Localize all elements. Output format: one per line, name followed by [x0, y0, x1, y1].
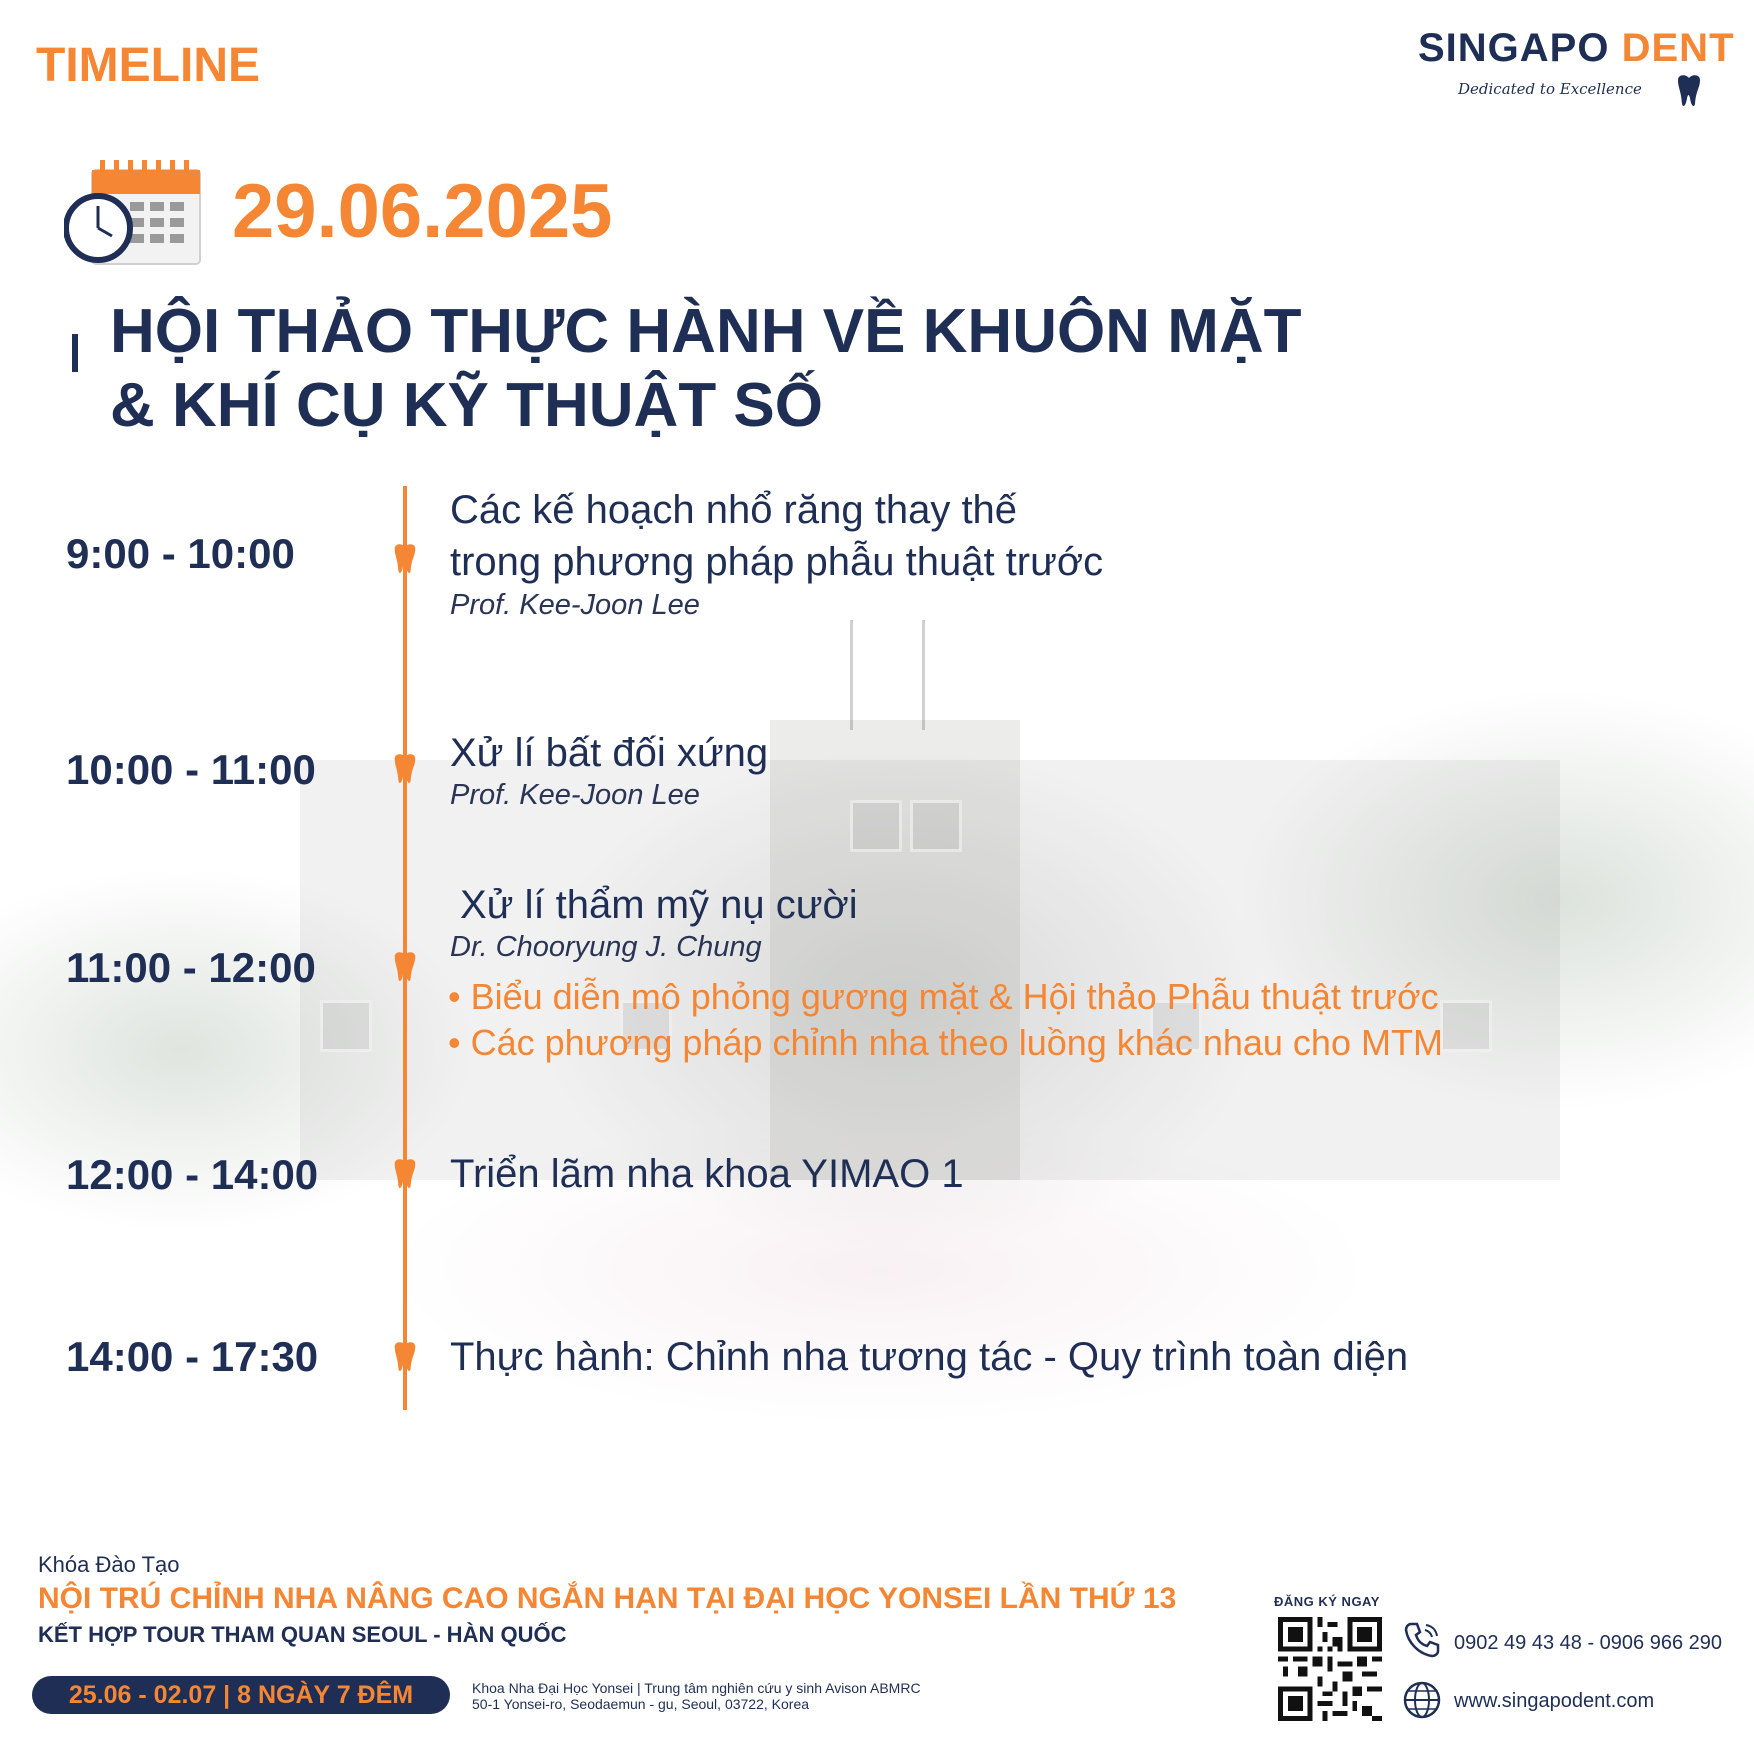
phone-icon — [1401, 1619, 1443, 1661]
tooth-icon — [1674, 74, 1704, 108]
window — [910, 800, 962, 852]
event-date: 29.06.2025 — [232, 169, 613, 254]
brand-logo — [1418, 22, 1735, 122]
schedule-title: Thực hành: Chỉnh nha tương tác - Quy trình toàn diện — [450, 1335, 1409, 1379]
phone-number[interactable]: 0902 49 43 48 - 0906 966 290 — [1454, 1632, 1723, 1654]
qr-code[interactable] — [1278, 1617, 1382, 1721]
tooth-icon — [391, 752, 419, 786]
tooth-icon — [391, 950, 419, 984]
event-title — [110, 295, 1302, 443]
course-subtitle: KẾT HỢP TOUR THAM QUAN SEOUL - HÀN QUỐC — [38, 1622, 567, 1647]
schedule-speaker: Prof. Kee-Joon Lee — [450, 779, 700, 811]
venue-address — [472, 1680, 921, 1712]
flagpole — [922, 620, 925, 730]
address-line: 50-1 Yonsei-ro, Seodaemun - gu, Seoul, 03722, Korea — [472, 1696, 810, 1712]
schedule-title-line: Các kế hoạch nhổ răng thay thế — [450, 488, 1018, 532]
timeline-line — [403, 486, 407, 1410]
schedule-time: 9:00 - 10:00 — [66, 530, 295, 577]
tooth-icon — [391, 542, 419, 576]
dates-badge-text: 25.06 - 02.07 | 8 NGÀY 7 ĐÊM — [68, 1681, 414, 1709]
event-title-line: HỘI THẢO THỰC HÀNH VỀ KHUÔN MẶT — [110, 297, 1302, 366]
schedule-time: 14:00 - 17:30 — [66, 1333, 319, 1380]
website-link[interactable]: www.singapodent.com — [1454, 1690, 1655, 1712]
flagpole — [850, 620, 853, 730]
schedule-speaker: Prof. Kee-Joon Lee — [450, 589, 700, 621]
register-label: ĐĂNG KÝ NGAY — [1274, 1594, 1380, 1609]
address-line: Khoa Nha Đại Học Yonsei | Trung tâm nghiên cứu y sinh Avison ABMRC — [472, 1680, 921, 1696]
tooth-icon — [391, 1340, 419, 1374]
schedule-time: 11:00 - 12:00 — [66, 944, 316, 991]
course-label: Khóa Đào Tạo — [38, 1552, 180, 1577]
dates-badge — [32, 1676, 450, 1714]
schedule-title: Xử lí thẩm mỹ nụ cười — [460, 883, 858, 927]
schedule-time: 12:00 - 14:00 — [66, 1151, 319, 1198]
calendar-clock-icon — [64, 160, 204, 270]
schedule-bullet: • Các phương pháp chỉnh nha theo luồng khác nhau cho MTM — [448, 1022, 1443, 1063]
schedule-title — [450, 484, 1103, 588]
schedule-time: 10:00 - 11:00 — [66, 746, 316, 793]
globe-icon — [1401, 1679, 1443, 1721]
tower-silhouette — [770, 720, 1020, 1180]
brand-name: SINGAPO DENT — [1418, 26, 1735, 70]
title-accent-bar — [72, 334, 78, 372]
brand-tagline: Dedicated to Excellence — [1458, 80, 1642, 98]
schedule-title-line: trong phương pháp phẫu thuật trước — [450, 540, 1104, 584]
schedule-title: Triển lãm nha khoa YIMAO 1 — [450, 1152, 964, 1196]
window — [1440, 1000, 1492, 1052]
event-title-line: & KHÍ CỤ KỸ THUẬT SỐ — [110, 371, 823, 440]
schedule-bullet: • Biểu diễn mô phỏng gương mặt & Hội thảo Phẫu thuật trước — [448, 976, 1439, 1017]
course-title: NỘI TRÚ CHỈNH NHA NÂNG CAO NGẮN HẠN TẠI ĐẠI HỌC YONSEI LẦN THỨ 13 — [38, 1582, 1177, 1615]
section-label: TIMELINE — [36, 39, 260, 92]
window — [850, 800, 902, 852]
window — [320, 1000, 372, 1052]
schedule-speaker: Dr. Chooryung J. Chung — [450, 931, 762, 963]
schedule-title: Xử lí bất đối xứng — [450, 731, 769, 775]
tooth-icon — [391, 1157, 419, 1191]
